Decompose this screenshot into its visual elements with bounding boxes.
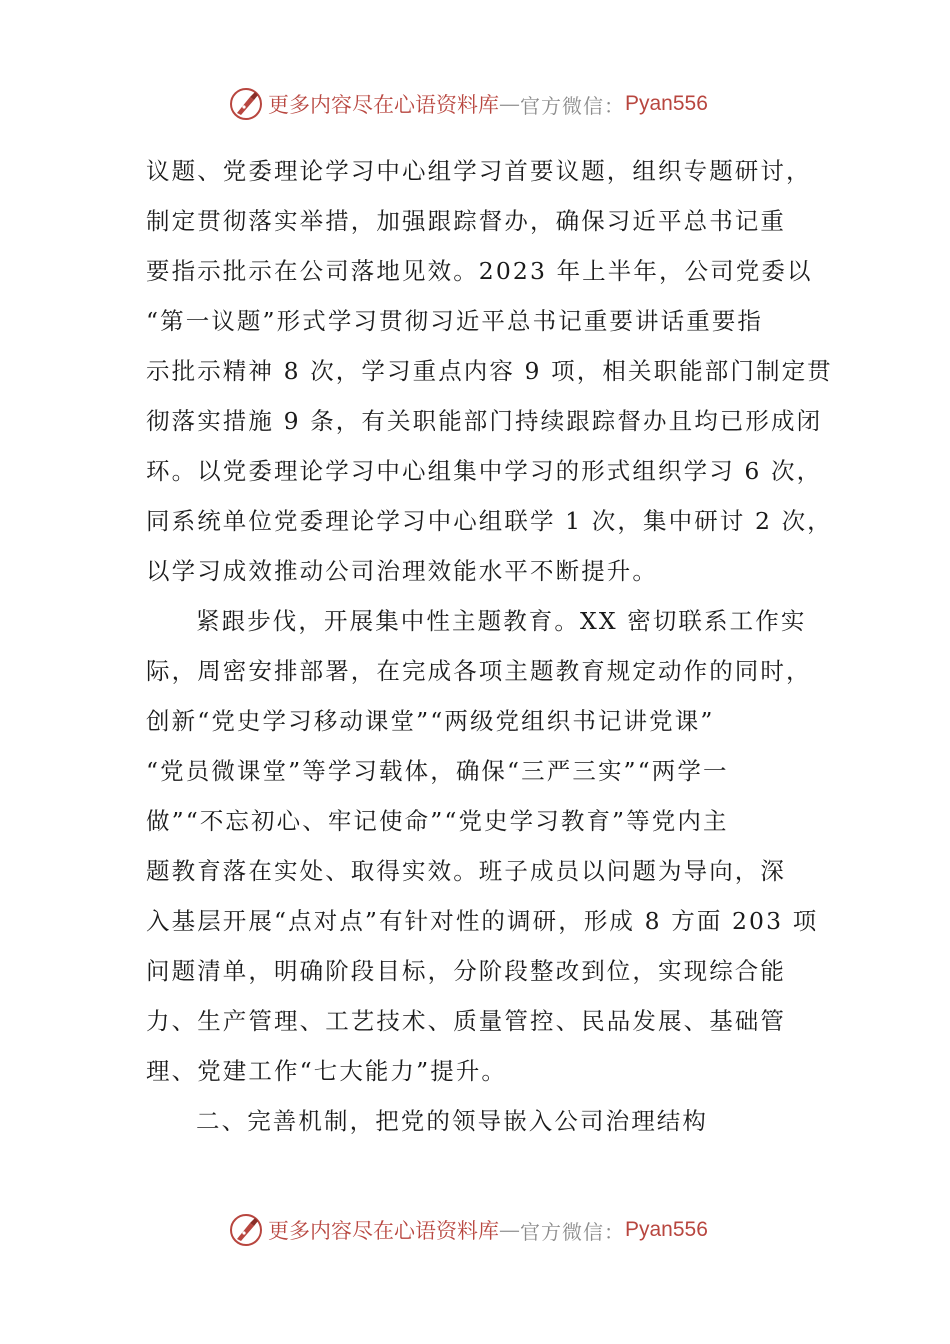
text-line: 创新“党史学习移动课堂”“两级党组织书记讲党课” [146, 707, 715, 735]
watermark-contact-label: 官方微信： [520, 93, 625, 118]
watermark-text: 更多内容尽在心语资料库 [268, 1219, 499, 1243]
text-line: 议题、党委理论学习中心组学习首要议题，组织专题研讨， [146, 157, 812, 185]
watermark-contact-id: Pyan556 [625, 92, 708, 115]
text-line: 做”“不忘初心、牢记使命”“党史学习教育”等党内主 [146, 807, 729, 835]
text-line: 彻落实措施 9 条，有关职能部门持续跟踪督办且均已形成闭 [146, 407, 823, 435]
text-line: “第一议题”形式学习贯彻习近平总书记重要讲话重要指 [146, 307, 764, 335]
text-line: 际，周密安排部署，在完成各项主题教育规定动作的同时， [146, 657, 812, 685]
text-line: “党员微课堂”等学习载体，确保“三严三实”“两学一 [146, 757, 729, 785]
watermark-dash: — [499, 92, 520, 116]
pen-nib-circle-icon [228, 86, 264, 122]
text-line: 要指示批示在公司落地见效。2023 年上半年，公司党委以 [146, 257, 813, 285]
text-line: 题教育落在实处、取得实效。班子成员以问题为导向，深 [146, 857, 786, 885]
text-line: 力、生产管理、工艺技术、质量管控、民品发展、基础管 [146, 1007, 786, 1035]
watermark-contact-id: Pyan556 [625, 1218, 708, 1241]
text-line: 以学习成效推动公司治理效能水平不断提升。 [146, 557, 658, 585]
text-line: 入基层开展“点对点”有针对性的调研，形成 8 方面 203 项 [146, 907, 819, 935]
text-line: 同系统单位党委理论学习中心组联学 1 次，集中研讨 2 次， [146, 507, 833, 535]
text-line: 示批示精神 8 次，学习重点内容 9 项，相关职能部门制定贯 [146, 357, 833, 385]
text-line: 理、党建工作“七大能力”提升。 [146, 1057, 508, 1085]
pen-nib-circle-icon [228, 1212, 264, 1248]
paragraph-start-line: 紧跟步伐，开展集中性主题教育。XX 密切联系工作实 [196, 607, 807, 635]
watermark-dash: — [499, 1218, 520, 1242]
text-line: 制定贯彻落实举措，加强跟踪督办，确保习近平总书记重 [146, 207, 786, 235]
footer-watermark [228, 1210, 708, 1250]
text-line: 环。以党委理论学习中心组集中学习的形式组织学习 6 次， [146, 457, 823, 485]
header-watermark [228, 84, 708, 124]
text-line: 问题清单，明确阶段目标，分阶段整改到位，实现综合能 [146, 957, 786, 985]
document-body [146, 146, 833, 1146]
watermark-contact-label: 官方微信： [520, 1219, 625, 1244]
watermark-text: 更多内容尽在心语资料库 [268, 93, 499, 117]
section-heading: 二、完善机制，把党的领导嵌入公司治理结构 [196, 1107, 708, 1135]
